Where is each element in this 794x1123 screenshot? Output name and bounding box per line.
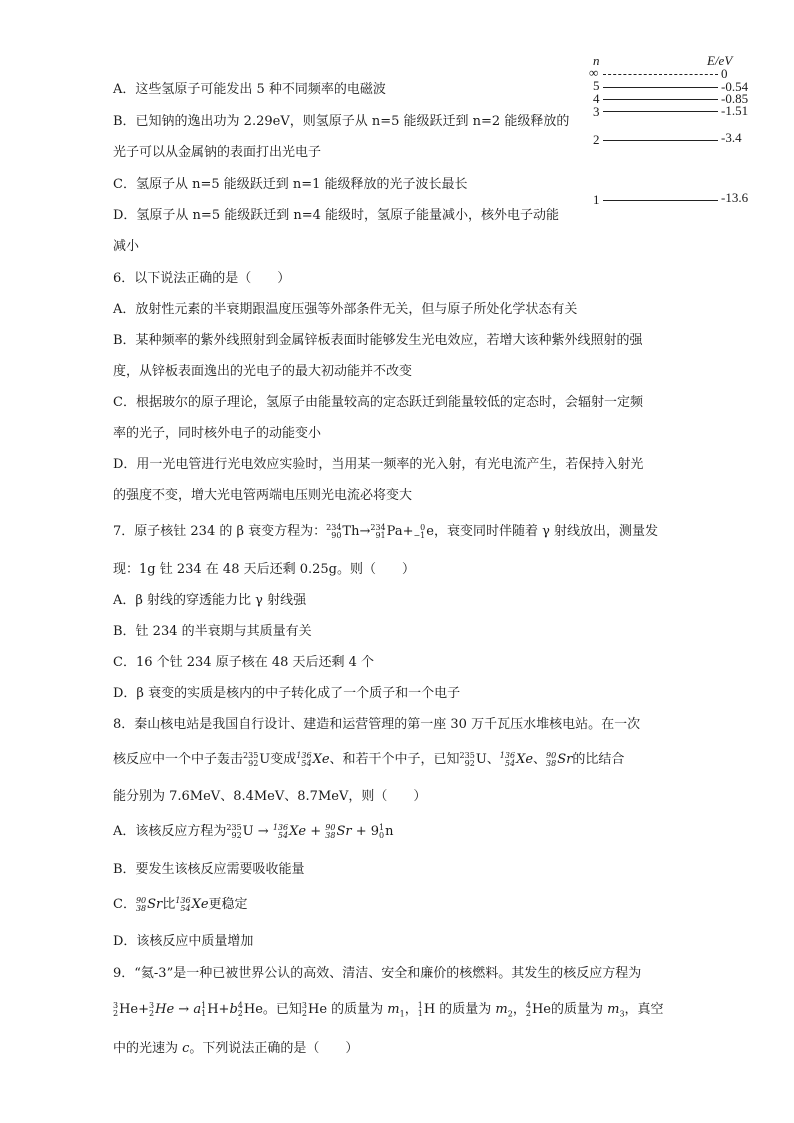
q8-option-c: C． 90 38 Sr比 136 54 Xe更稳定: [113, 895, 248, 913]
level-line-2: [603, 140, 718, 141]
level-line-4: [603, 99, 718, 100]
q7-stem-line2: 现：1g 钍 234 在 48 天后还剩 0.25g。则（ ）: [113, 562, 416, 577]
level-label-5: 5: [593, 78, 600, 93]
q7-option-c: C．16 个钍 234 原子核在 48 天后还剩 4 个: [113, 655, 375, 670]
q9-stem-line1: 9．“氦-3”是一种已被世界公认的高效、清洁、安全和廉价的核燃料。其发生的核反应方程为: [113, 966, 642, 981]
level-label-2: 2: [593, 132, 600, 147]
q6-option-b-line2: 度，从锌板表面逸出的光电子的最大初动能并不改变: [113, 364, 413, 379]
e-nuclide-numbers: 0 −1: [413, 522, 426, 540]
level-label-4: 4: [593, 91, 600, 106]
level-energy-1: -13.6: [721, 190, 749, 205]
q5-option-d-line1: D．氢原子从 n=5 能级跃迁到 n=4 能级时，氢原子能量减小，核外电子动能: [113, 208, 560, 223]
q6-stem: 6．以下说法正确的是（ ）: [113, 271, 291, 286]
q7-option-a: A．β 射线的穿透能力比 γ 射线强: [113, 593, 307, 608]
level-energy-5: -0.54: [721, 79, 749, 94]
q7-stem-line1: 7．原子核钍 234 的 β 衰变方程为： 234 90 Th→ 234 91 Pa+ 0 −1 e，衰变同时伴随着 γ 射线放出，测量发: [113, 522, 659, 540]
level-energy-4: -0.85: [721, 91, 749, 106]
q7-option-b: B．钍 234 的半衰期与其质量有关: [113, 624, 312, 639]
level-label-inf: ∞: [589, 65, 599, 80]
q8-stem-line2: 核反应中一个中子轰击 235 92 U变成 136 54 Xe、和若干个中子，已知 235 92 U、 136 54 Xe、 90 38 Sr的比结合: [113, 750, 625, 768]
q5-option-c: C．氢原子从 n=5 能级跃迁到 n=1 能级释放的光子波长最长: [113, 177, 468, 192]
q8-option-d: D．该核反应中质量增加: [113, 934, 254, 949]
q6-option-c-line1: C．根据玻尔的原子理论，氢原子由能量较高的定态跃迁到能量较低的定态时，会辐射一定频: [113, 395, 643, 410]
level-line-inf: [603, 74, 718, 75]
q6-option-c-line2: 率的光子，同时核外电子的动能变小: [113, 426, 322, 441]
energy-axis-label: E/eV: [707, 53, 733, 68]
th-nuclide-numbers: 234 90: [326, 522, 342, 540]
level-energy-2: -3.4: [721, 130, 742, 145]
q6-option-d-line2: 的强度不变，增大光电管两端电压则光电流必将变大: [113, 488, 413, 503]
q9-stem-line3: 中的光速为 c。下列说法正确的是（ ）: [113, 1041, 359, 1056]
level-line-1: [603, 200, 718, 201]
q8-option-b: B．要发生该核反应需要吸收能量: [113, 862, 305, 877]
q5-option-d-line2: 减小: [113, 239, 140, 254]
level-line-5: [603, 87, 718, 88]
q5-option-b-line1: B．已知钠的逸出功为 2.29eV，则氢原子从 n=5 能级跃迁到 n=2 能级释放的: [113, 114, 570, 129]
q6-option-b-line1: B．某种频率的紫外线照射到金属锌板表面时能够发生光电效应，若增大该种紫外线照射的强: [113, 333, 643, 348]
pa-nuclide-numbers: 234 91: [370, 522, 386, 540]
level-label-1: 1: [593, 192, 600, 207]
level-energy-3: -1.51: [721, 103, 749, 118]
n-axis-label: n: [593, 53, 600, 68]
q6-option-d-line1: D．用一光电管进行光电效应实验时，当用某一频率的光入射，有光电流产生，若保持入射光: [113, 457, 644, 472]
q6-option-a: A．放射性元素的半衰期跟温度压强等外部条件无关，但与原子所处化学状态有关: [113, 302, 578, 317]
q8-stem-line1: 8．秦山核电站是我国自行设计、建造和运营管理的第一座 30 万千瓦压水堆核电站。在一次: [113, 717, 641, 732]
q5-option-a: A．这些氢原子可能发出 5 种不同频率的电磁波: [113, 82, 386, 97]
q5-option-b-line2: 光子可以从金属钠的表面打出光电子: [113, 145, 322, 160]
level-energy-inf: 0: [721, 66, 728, 81]
energy-level-diagram: [585, 54, 785, 214]
q7-option-d: D．β 衰变的实质是核内的中子转化成了一个质子和一个电子: [113, 686, 461, 701]
q8-option-a: A．该核反应方程为 235 92 U → 136 54 Xe + 90 38 Sr + 9 1 0 n: [113, 822, 394, 840]
q8-stem-line3: 能分别为 7.6MeV、8.4MeV、8.7MeV，则（ ）: [113, 789, 427, 804]
level-label-3: 3: [593, 104, 600, 119]
q9-stem-line2: 3 2 He+ 3 2 He → a 1 1 H+b 4 2 He。已知 3 2 He 的质量为 $m_1$， 1 1 H 的质量为 $m_2$， 4 2 He的质量为 $m_3$，真空: [113, 1000, 664, 1019]
level-line-3: [603, 111, 718, 112]
